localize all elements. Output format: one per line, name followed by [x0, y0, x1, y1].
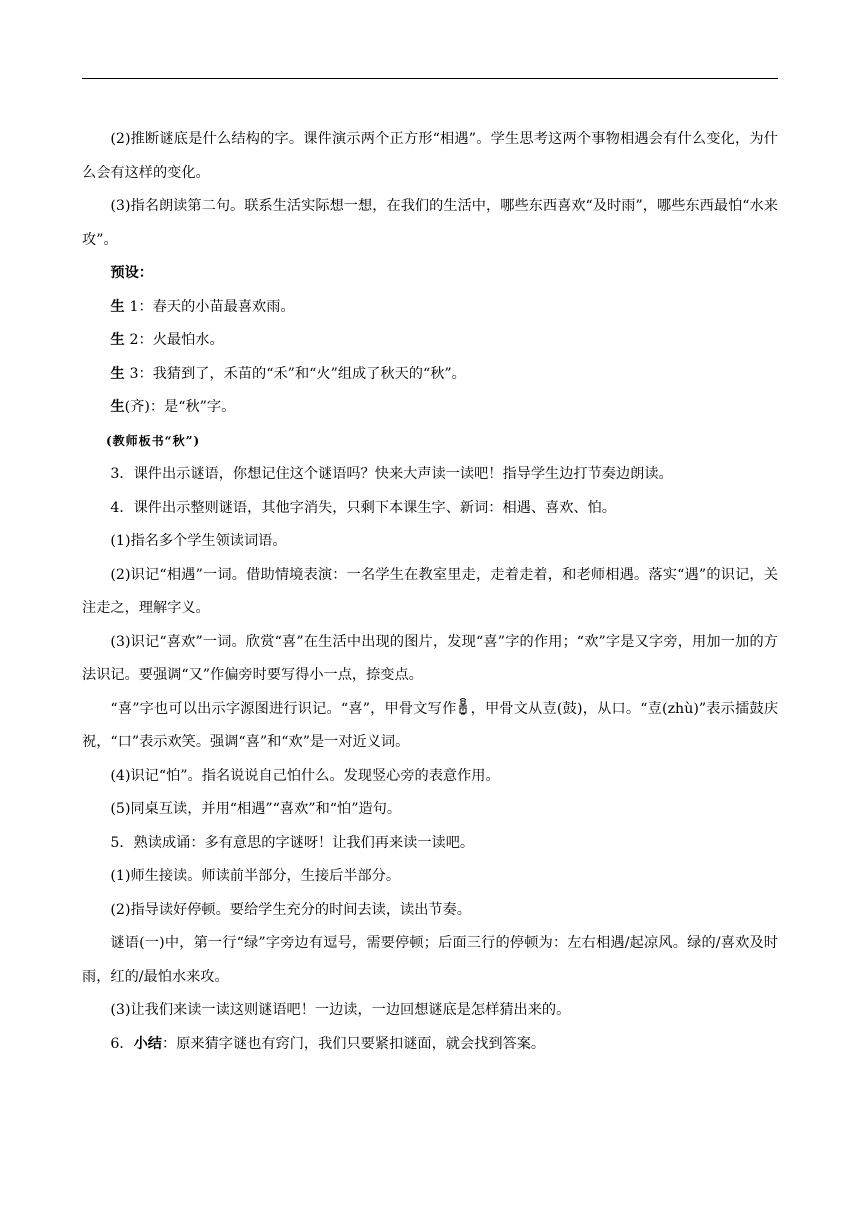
student-label: 生 [110, 298, 130, 315]
preset-heading: 预设： [110, 265, 153, 281]
paragraph-3: (3)指名朗读第二句。联系生活实际想一想，在我们的生活中，哪些东西喜欢“及时雨”，哪些东西最怕“水来攻”。 [82, 198, 778, 248]
student-label: 生 [110, 399, 125, 415]
step-4: 4．课件出示整则谜语，其他字消失，只剩下本课生字、新词：相遇、喜欢、怕。 [110, 499, 616, 516]
student-label: 生 [110, 365, 130, 382]
character-origin-note: “喜”字也可以出示字源图进行识记。“喜”，甲骨文写作 ，甲骨文从壴(鼓)，从口。“壴(zhù)”表示擂鼓庆祝，“口”表示欢笑。强调“喜”和“欢”是一对近义词。 [82, 693, 778, 760]
student-answer-all: 生(齐)：是“秋”字。 [110, 399, 236, 415]
oracle-bone-xi-icon [457, 698, 469, 716]
document-body [82, 123, 778, 1061]
paragraph-2: (2)推断谜底是什么结构的字。课件演示两个正方形“相遇”。学生思考这两个事物相遇会有什么变化，为什么会有这样的变化。 [82, 131, 778, 181]
header-rule [82, 78, 778, 79]
step-4-2: (2)识记“相遇”一词。借助情境表演：一名学生在教室里走，走着走着，和老师相遇。落实“遇”的识记，关注走之，理解字义。 [82, 566, 778, 616]
student-answer-3: 生 3：我猜到了，禾苗的“禾”和“火”组成了秋天的“秋”。 [110, 365, 466, 382]
step-6: 6．小结：原来猜字谜也有窍门，我们只要紧扣谜面，就会找到答案。 [110, 1035, 546, 1052]
summary-label: 小结 [133, 1035, 162, 1052]
student-answer-1: 生 1：春天的小苗最喜欢雨。 [110, 298, 295, 315]
step-5-3: (3)让我们来读一读这则谜语吧！一边读，一边回想谜底是怎样猜出来的。 [110, 1002, 571, 1018]
step-3: 3．课件出示谜语，你想记住这个谜语吗？快来大声读一读吧！指导学生边打节奏边朗读。 [110, 466, 673, 482]
step-5: 5．熟读成诵：多有意思的字谜呀！让我们再来读一读吧。 [110, 834, 475, 851]
blackboard-note: (教师板书“秋”) [106, 433, 201, 448]
step-4-5: (5)同桌互读，并用“相遇”“喜欢”和“怕”造句。 [110, 801, 402, 817]
step-5-1: (1)师生接读。师读前半部分，生接后半部分。 [110, 868, 401, 884]
step-5-2: (2)指导读好停顿。要给学生充分的时间去读，读出节奏。 [110, 901, 471, 918]
student-answer-2: 生 2：火最怕水。 [110, 332, 224, 348]
step-4-1: (1)指名多个学生领读词语。 [110, 533, 287, 549]
step-4-4: (4)识记“怕”。指名说说自己怕什么。发现竖心旁的表意作用。 [110, 767, 500, 784]
student-label: 生 [110, 332, 130, 348]
step-4-3: (3)识记“喜欢”一词。欣赏“喜”在生活中出现的图片，发现“喜”字的作用；“欢”字是又字旁，用加一加的方法识记。要强调“又”作偏旁时要写得小一点，捺变点。 [82, 633, 778, 683]
pause-explanation: 谜语(一)中，第一行“绿”字旁边有逗号，需要停顿；后面三行的停顿为：左右相遇/起凉风。绿的/喜欢及时雨，红的/最怕水来攻。 [82, 935, 778, 985]
